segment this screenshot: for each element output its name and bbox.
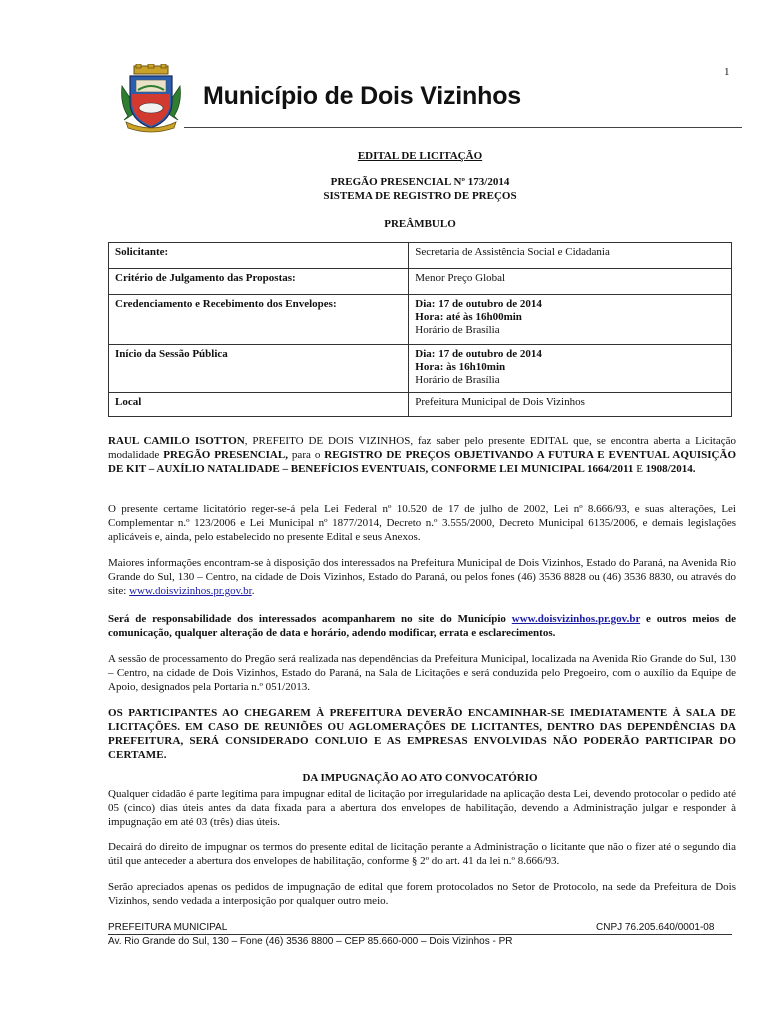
sistema-registro: SISTEMA DE REGISTRO DE PREÇOS [323, 190, 517, 202]
criterio-label: Critério de Julgamento das Propostas: [109, 269, 409, 295]
footer-cnpj: CNPJ 76.205.640/0001-08 [596, 922, 715, 933]
footer-prefeitura: PREFEITURA MUNICIPAL [108, 922, 228, 933]
responsabilidade-text-1: Será de responsabilidade dos interessados acompanharem no site do Município [108, 613, 512, 625]
edital-title: EDITAL DE LICITAÇÃO [357, 150, 483, 162]
local-label: Local [109, 393, 409, 417]
prefeito-name: RAUL CAMILO ISOTTON [108, 435, 245, 447]
paragraph-sessao: A sessão de processamento do Pregão será realizada nas dependências da Prefeitura Municipal, localizada na Avenida Rio Grande do Sul, 130 – Centro, na cidade de Dois Vizinhos, Estado do Paraná, na Sala de Licitações e será conduzida pelo Pregoeiro, com o auxílio da Equipe de Apoio, designados pela Portaria n.º 051/2013. [108, 653, 736, 693]
table-row [109, 345, 732, 393]
paragraph-impugnacao-3: Serão apreciados apenas os pedidos de impugnação de edital que forem protocolados no Setor de Protocolo, na sede da Prefeitura de Dois Vizinhos, sendo vedada a interposição por qualquer outro meio. [108, 881, 736, 907]
footer-divider [108, 934, 732, 935]
inicio-value [409, 345, 732, 393]
table-row [109, 295, 732, 345]
page-number: 1 [724, 66, 730, 78]
criterio-value: Menor Preço Global [409, 269, 732, 295]
abertura-text-3: E [633, 463, 646, 475]
impugnacao-heading: DA IMPUGNAÇÃO AO ATO CONVOCATÓRIO [302, 772, 538, 784]
info-table [108, 242, 732, 417]
responsabilidade-text-2: e outros meios de comunicação, qualquer alteração de data e horário, adendo modificar, errata e esclarecimentos. [108, 613, 737, 639]
table-row [109, 393, 732, 417]
inicio-hora: Hora: às 16h10min [415, 361, 506, 373]
footer-address: Av. Rio Grande do Sul, 130 – Fone (46) 3536 8800 – CEP 85.660-000 – Dois Vizinhos - PR [108, 936, 513, 947]
local-value: Prefeitura Municipal de Dois Vizinhos [409, 393, 732, 417]
abertura-modalidade: PREGÃO PRESENCIAL, [163, 449, 288, 461]
header-divider [184, 127, 742, 128]
credenciamento-label: Credenciamento e Recebimento dos Envelopes: [109, 295, 409, 345]
abertura-lei: 1908/2014. [645, 463, 696, 475]
inicio-label: Início da Sessão Pública [109, 345, 409, 393]
paragraph-responsabilidade [108, 612, 736, 640]
paragraph-abertura [108, 434, 736, 476]
credenciamento-hora: Hora: até às 16h00min [415, 311, 522, 323]
pregao-number: PREGÃO PRESENCIAL Nº 173/2014 [330, 176, 510, 188]
credenciamento-value [409, 295, 732, 345]
site-link[interactable]: www.doisvizinhos.pr.gov.br [129, 585, 252, 597]
table-row [109, 269, 732, 295]
paragraph-impugnacao-1: Qualquer cidadão é parte legítima para impugnar edital de licitação por irregularidade na aplicação desta Lei, devendo protocolar o pedido até 05 (cinco) dias úteis antes da data fixada para a abertura dos envelopes de habilitação, devendo a Administração julgar e responder à impugnação em até 03 (três) dias úteis. [108, 788, 736, 828]
table-row [109, 243, 732, 269]
preambulo-heading: PREÂMBULO [384, 218, 456, 230]
site-link[interactable]: www.doisvizinhos.pr.gov.br [511, 613, 641, 625]
abertura-text-1: , PREFEITO DE DOIS VIZINHOS, faz saber pelo presente EDITAL que, se encontra aberta a Licitação modalidade [108, 435, 736, 461]
paragraph-aviso-participantes: OS PARTICIPANTES AO CHEGAREM À PREFEITURA DEVERÃO ENCAMINHAR-SE IMEDIATAMENTE À SALA DE LICITAÇÕES. EM CASO DE REUNIÕES OU AGLOMERAÇÕES DE LICITANTES, DENTRO DAS DEPENDÊNCIAS DA PREFEITURA, SERÁ CONSIDERADO CONLUIO E AS EMPRESAS ENVOLVIDAS NÃO PODERÃO PARTICIPAR DO CERTAME. [108, 707, 736, 761]
informacoes-text: Maiores informações encontram-se à disposição dos interessados na Prefeitura Municipal de Dois Vizinhos, Estado do Paraná, na Avenida Rio Grande do Sul, 130 – Centro, na cidade de Dois Vizinhos, Estado do Paraná, ou pelos fones (46) 3536 8828 ou (46) 3536 8830, ou através do site: [108, 557, 736, 597]
municipality-title: Município de Dois Vizinhos [203, 82, 521, 110]
credenciamento-fuso: Horário de Brasília [415, 324, 500, 336]
inicio-dia: Dia: 17 de outubro de 2014 [415, 348, 542, 360]
municipal-coat-of-arms-icon [120, 64, 182, 134]
paragraph-impugnacao-2: Decairá do direito de impugnar os termos do presente edital de licitação perante a Administração o licitante que não o fizer até o segundo dia útil que anteceder a abertura dos envelopes de habilitação, conforme § 2º do art. 41 da lei n.º 8.666/93. [108, 841, 736, 867]
abertura-text-2: para o [287, 449, 325, 461]
paragraph-legislacao: O presente certame licitatório reger-se-á pela Lei Federal nº 10.520 de 17 de julho de 2002, Lei nº 8.666/93, e suas alterações, Lei Complementar n.º 123/2006 e Lei Municipal nº 1877/2014, Decreto n.º 3.555/2000, Decreto Municipal 6135/2006, e demais legislações aplicáveis e, ainda, pelo estabelecido no presente Edital e seus Anexos. [108, 503, 736, 543]
inicio-fuso: Horário de Brasília [415, 374, 500, 386]
solicitante-value: Secretaria de Assistência Social e Cidadania [409, 243, 732, 269]
informacoes-end: . [251, 585, 255, 597]
credenciamento-dia: Dia: 17 de outubro de 2014 [415, 298, 542, 310]
abertura-objeto: REGISTRO DE PREÇOS OBJETIVANDO A FUTURA E EVENTUAL AQUISIÇÃO DE KIT – AUXÍLIO NATALIDADE – BENEFÍCIOS EVENTUAIS, CONFORME LEI MUNICIPAL 1664/2011 [108, 449, 736, 475]
solicitante-label: Solicitante: [109, 243, 409, 269]
paragraph-informacoes [108, 556, 736, 598]
